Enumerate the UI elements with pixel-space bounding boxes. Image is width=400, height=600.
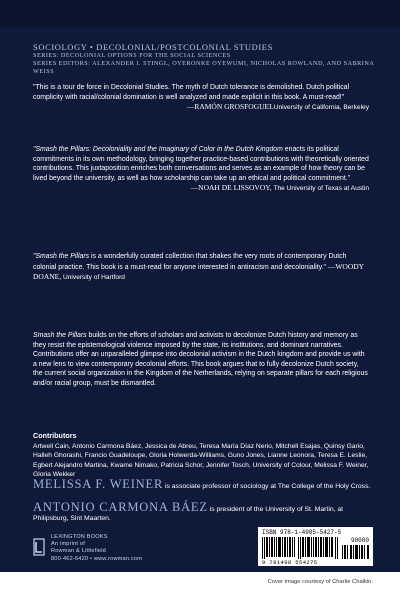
quote-author: —NOAH DE LISSOVOY,: [190, 183, 272, 193]
lexington-logo-icon: [33, 538, 45, 556]
series-info: [33, 42, 378, 76]
quote-text: enacts its political commitments in its own methodology, bringing together practice-based contributions with theoretically oriented contributions. This juxtaposition enriches both conversations and serves as an example of how theory can be lived beyond the university, as well as how scholarship can take up an ethical and political commitment.": [33, 146, 369, 182]
contributors-heading: Contributors: [33, 431, 77, 440]
editor-bio-2: [33, 500, 373, 524]
editor-name: MELISSA F. WEINER: [33, 477, 164, 491]
editor-bio-1: [33, 477, 373, 491]
series-editors: SERIES EDITORS: ALEXANDER I. STINGL, OYERONKE OYEWUMI, NICHOLAS ROWLAND, AND SABRINA WEISS: [33, 60, 374, 75]
publisher-text: [51, 534, 142, 563]
publisher-line: Rowman & Littlefield: [51, 548, 106, 555]
cover-top-band: [0, 0, 400, 28]
quote-affiliation: University of Hartford: [63, 274, 125, 282]
editor-name: ANTONIO CARMONA BÁEZ: [33, 500, 208, 514]
series-name: SERIES: DECOLONIAL OPTIONS FOR THE SOCIAL SCIENCES: [33, 52, 231, 59]
barcode-digits: 9 781498 554275: [262, 559, 318, 566]
series-subject: SOCIOLOGY • DECOLONIAL/POSTCOLONIAL STUDIES: [33, 42, 273, 52]
endorsement-quote-2: [33, 145, 369, 194]
editor-bio: is associate professor of sociology at The College of the Holy Cross.: [163, 483, 371, 490]
price-barcode-bars: [342, 545, 369, 559]
quote-attribution: [33, 183, 369, 194]
isbn-number: ISBN 978-1-4985-5427-5: [262, 529, 342, 536]
publisher-line: LEXINGTON BOOKS: [51, 534, 108, 540]
description-text: builds on the efforts of scholars and activists to decolonize Dutch history and memory as they resist the epistemological violence imposed by the state, its institutions, and dominant narratives. Contributions offer an unparalleled glimpse into decolonial activism in the Dutch kingdom and provide us with a new lens to view contemporary decolonial efforts. This book argues that to fully decolonize Dutch society, the current social organization in the Kingdom of the Netherlands, relying on separate pillars for each religious and/or racial group, must be dismantled.: [33, 332, 368, 387]
quote-affiliation: The University of Texas at Austin: [273, 185, 369, 193]
price-code: 90000: [350, 537, 369, 544]
description-lead: Smash the Pillars: [33, 332, 87, 339]
quote-attribution: [33, 102, 369, 113]
contributors-list: Artwell Cain, Antonio Carmona Báez, Jessica de Abreu, Teresa María Díaz Nerio, Mitchell Esajas, Quinsy Gario, Halleh Ghorashi, Francio Guadeloupe, Gloria Holwerda-Williams, Guno Jones, Lianne Leonora, Teresa E. Leslie, Egbert Alejandro Martina, Kwame Nimako, Patricia Schor, Jennifer Tosch, University of Colour, Melissa F. Weiner, Gloria Wekker: [33, 443, 369, 479]
endorsement-quote-3: [33, 252, 369, 283]
quote-affiliation: University of California, Berkeley: [273, 104, 369, 112]
quote-text: "This is a tour de force in Decolonial Studies. The myth of Dutch tolerance is demolished. Dutch political complicity with racial/colonial domination is well analyzed and made explicit in this book. A must-read!": [33, 84, 349, 101]
quote-lead: "Smash the Pillars: Decoloniality and the Imaginary of Color in the Dutch Kingdom: [33, 146, 283, 153]
editor-bio: is president of the University of St. Martin, at Philipsburg, Sint Maarten.: [33, 506, 344, 523]
quote-author: —WOODY DOANE,: [33, 261, 364, 282]
publisher-line: 800-462-6420 • www.rowman.com: [51, 555, 143, 562]
quote-author: —RAMÓN GROSFOGUEL: [186, 102, 274, 112]
cover-image-credit: Cover image courtesy of Charlie Chalkin.: [267, 579, 373, 585]
barcode-bars: [262, 537, 338, 559]
publisher-line: An imprint of: [51, 541, 85, 548]
endorsement-quote-1: [33, 83, 369, 113]
isbn-barcode: [258, 527, 373, 566]
book-description: [33, 331, 369, 389]
publisher-block: [33, 534, 173, 564]
quote-text: is a wonderfully curated collection that shakes the very roots of contemporary Dutch colonial practice. This book is a must-read for anyone interested in antiracism and decoloniality.": [33, 253, 347, 271]
quote-lead: "Smash the Pillars: [33, 253, 90, 260]
